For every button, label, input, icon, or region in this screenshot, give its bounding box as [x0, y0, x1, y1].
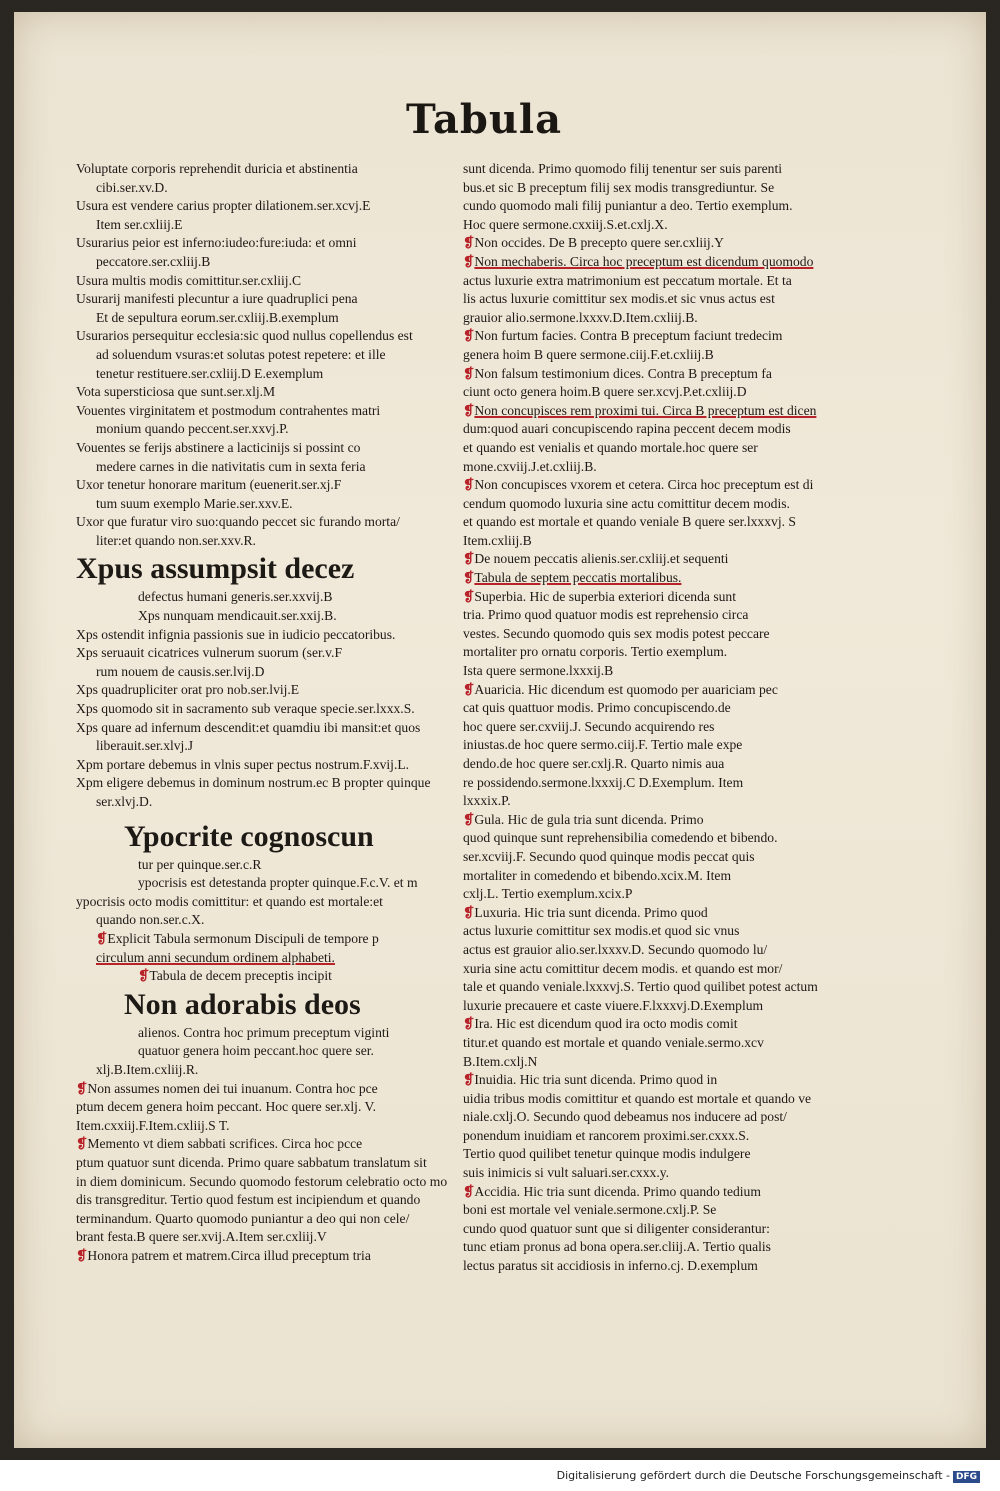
- entry-line: [463, 1015, 843, 1034]
- explicit-line: circulum anni secundum ordinem alphabeti.: [96, 949, 335, 965]
- entry-line: Vota supersticiosa que sunt.ser.xlj.M: [76, 384, 276, 400]
- right-column: [463, 160, 843, 1276]
- entry-text: Luxuria. Hic tria sunt dicenda. Primo quod: [474, 904, 708, 920]
- entry-line: rum nouem de causis.ser.lvij.D: [96, 663, 265, 679]
- incipit-line: [76, 967, 461, 986]
- entry-line: Item ser.cxliij.E: [96, 216, 183, 232]
- entry-line: tur per quinque.ser.c.R: [138, 856, 262, 872]
- entry-line: cundo quod quatuor sunt que si diligenter considerantur:: [463, 1220, 770, 1236]
- entry-text: De nouem peccatis alienis.ser.cxliij.et sequenti: [474, 551, 729, 567]
- entry-text: Non falsum testimonium dices. Contra B preceptum fa: [474, 365, 772, 381]
- pilcrow-icon: ❡: [76, 1080, 88, 1096]
- entry-line: ptum decem genera hoim peccant. Hoc quere ser.xlj. V.: [76, 1099, 376, 1115]
- entry-line: boni est mortale vel veniale.sermone.cxlj.P. Se: [463, 1202, 717, 1218]
- entry-text: Gula. Hic de gula tria sunt dicenda. Primo: [474, 811, 704, 827]
- entry-line: iniustas.de hoc quere sermo.ciij.F. Tertio male expe: [463, 737, 743, 753]
- entry-line: [76, 1135, 461, 1154]
- entry-line: Usurarij manifesti plecuntur a iure quadruplici pena: [76, 291, 358, 307]
- entry-line: tum suum exemplo Marie.ser.xxv.E.: [96, 495, 293, 511]
- entry-line: [463, 402, 843, 421]
- footer-text: Digitalisierung gefördert durch die Deutsche Forschungsgemeinschaft -: [556, 1469, 950, 1482]
- entry-text: Superbia. Hic de superbia exteriori dicenda sunt: [474, 588, 736, 604]
- entry-line: ciunt octo genera hoim.B quere ser.xcvj.P.et.cxliij.D: [463, 384, 747, 400]
- entry-line: Xpm portare debemus in vlnis super pectus nostrum.F.xvij.L.: [76, 756, 410, 772]
- entry-line: ser.xlvj.D.: [96, 794, 153, 809]
- entry-line: ptum quatuor sunt dicenda. Primo quare sabbatum translatum sit: [76, 1154, 427, 1170]
- entry-line: Tertio quod quilibet tenetur quinque modis indulgere: [463, 1146, 751, 1162]
- entry-line: suis inimicis si vult saluari.ser.cxxx.y.: [463, 1165, 670, 1181]
- entry-text: Non concupisces vxorem et cetera. Circa hoc preceptum est di: [474, 477, 814, 493]
- entry-line: Xps nunquam mendicauit.ser.xxij.B.: [138, 608, 337, 624]
- entry-line: ypocrisis octo modis comittitur: et quando est mortale:et: [76, 893, 383, 909]
- entry-line: dis transgreditur. Tertio quod festum est incipiendum et quando: [76, 1192, 421, 1208]
- entry-line: actus est grauior alio.ser.lxxxv.D. Secundo quomodo lu/: [463, 941, 768, 957]
- left-column: [76, 160, 461, 1265]
- entry-line: alienos. Contra hoc primum preceptum viginti: [138, 1024, 390, 1040]
- entry-line: Xps quomodo sit in sacramento sub veraque specie.ser.lxxx.S.: [76, 701, 415, 717]
- entry-line: Usurarius peior est inferno:iudeo:fure:iuda: et omni: [76, 235, 357, 251]
- entry-line: liberauit.ser.xlvj.J: [96, 738, 194, 754]
- entry-line: peccatore.ser.cxliij.B: [96, 253, 211, 269]
- entry-line: [463, 681, 843, 700]
- entry-line: tale et quando veniale.lxxxvj.S. Tertio quod quilibet potest actum: [463, 979, 818, 995]
- entry-line: medere carnes in die nativitatis cum in sexta feria: [96, 458, 366, 474]
- entry-text: Non occides. De B precepto quere ser.cxliij.Y: [474, 235, 724, 251]
- entry-line: niale.cxlj.O. Secundo quod debeamus nos inducere ad post/: [463, 1109, 787, 1125]
- entry-line: cxlj.L. Tertio exemplum.xcix.P: [463, 886, 633, 902]
- entry-text: Non mechaberis. Circa hoc preceptum est dicendum quomodo: [474, 253, 814, 269]
- entry-line: brant festa.B quere ser.xvij.A.Item ser.cxliij.V: [76, 1229, 327, 1245]
- entry-text: Tabula de septem peccatis mortalibus.: [474, 570, 682, 586]
- entry-line: liter:et quando non.ser.xxv.R.: [96, 532, 256, 548]
- entry-line: mortaliter pro ornatu corporis. Tertio exemplum.: [463, 644, 728, 660]
- entry-line: titur.et quando est mortale et quando veniale.sermo.xcv: [463, 1034, 764, 1050]
- entry-line: Hoc quere sermone.cxxiij.S.et.cxlj.X.: [463, 216, 668, 232]
- entry-line: [463, 904, 843, 923]
- section-heading-y: Ypocrite cognoscun: [124, 819, 374, 853]
- entry-line: [463, 811, 843, 830]
- pilcrow-icon: ❡: [463, 811, 475, 827]
- entry-line: ponendum inuidiam et rancorem proximi.ser.cxxx.S.: [463, 1127, 750, 1143]
- pilcrow-icon: ❡: [463, 1072, 475, 1088]
- entry-line: uidia tribus modis comittitur et quando est mortale et quando ve: [463, 1090, 812, 1106]
- entry-line: quando non.ser.c.X.: [96, 912, 205, 928]
- pilcrow-icon: ❡: [96, 930, 108, 946]
- entry-line: [76, 1247, 461, 1266]
- entry-line: [463, 1183, 843, 1202]
- entry-line: Item.cxxiij.F.Item.cxliij.S T.: [76, 1117, 230, 1133]
- entry-line: xuria sine actu comittitur decem modis. et quando est mor/: [463, 960, 783, 976]
- entry-line: terminandum. Quarto quomodo puniantur a deo qui non cele/: [76, 1210, 410, 1226]
- entry-line: B.Item.cxlj.N: [463, 1053, 538, 1069]
- entry-line: [463, 550, 843, 569]
- entry-line: actus luxurie extra matrimonium est peccatum mortale. Et ta: [463, 272, 792, 288]
- entry-text: Honora patrem et matrem.Circa illud preceptum tria: [87, 1247, 371, 1263]
- pilcrow-icon: ❡: [463, 402, 475, 418]
- entry-line: [463, 253, 843, 272]
- entry-line: [463, 569, 843, 588]
- entry-line: [463, 234, 843, 253]
- entry-text: Non furtum facies. Contra B preceptum faciunt tredecim: [474, 328, 783, 344]
- pilcrow-icon: ❡: [463, 681, 475, 697]
- entry-line: Ista quere sermone.lxxxij.B: [463, 663, 614, 679]
- entry-line: Usura est vendere carius propter dilationem.ser.xcvj.E: [76, 198, 371, 214]
- pilcrow-icon: ❡: [463, 588, 475, 604]
- pilcrow-icon: ❡: [463, 253, 475, 269]
- explicit-text: Explicit Tabula sermonum Discipuli de tempore p: [107, 930, 379, 946]
- entry-line: Item.cxliij.B: [463, 532, 532, 548]
- entry-line: Xps quare ad infernum descendit:et quamdiu ibi mansit:et quos: [76, 719, 421, 735]
- pilcrow-icon: ❡: [76, 1136, 88, 1152]
- footer-credit: [420, 1469, 980, 1483]
- entry-text: Non concupisces rem proximi tui. Circa B preceptum est dicen: [474, 402, 817, 418]
- entry-line: tria. Primo quod quatuor modis est reprehensio circa: [463, 607, 749, 623]
- entry-text: Ira. Hic est dicendum quod ira octo modis comit: [474, 1016, 738, 1032]
- entry-text: Auaricia. Hic dicendum est quomodo per auariciam pec: [474, 681, 778, 697]
- pilcrow-icon: ❡: [463, 235, 475, 251]
- entry-line: [463, 365, 843, 384]
- pilcrow-icon: ❡: [76, 1247, 88, 1263]
- entry-line: grauior alio.sermone.lxxxv.D.Item.cxliij.B.: [463, 309, 698, 325]
- entry-line: quod quinque sunt reprehensibilia comedendo et bibendo.: [463, 830, 778, 846]
- entry-line: ypocrisis est detestanda propter quinque.F.c.V. et m: [138, 875, 418, 891]
- entry-line: et quando est venialis et quando mortale.hoc quere ser: [463, 439, 758, 455]
- entry-text: Accidia. Hic tria sunt dicenda. Primo quando tedium: [474, 1183, 761, 1199]
- pilcrow-icon: ❡: [463, 551, 475, 567]
- entry-line: [76, 1080, 461, 1099]
- entry-line: bus.et sic B preceptum filij sex modis transgrediuntur. Se: [463, 179, 775, 195]
- entry-line: defectus humani generis.ser.xxvij.B: [138, 589, 333, 605]
- pilcrow-icon: ❡: [463, 1183, 475, 1199]
- entry-line: ser.xcviij.F. Secundo quod quinque modis peccat quis: [463, 848, 755, 864]
- entry-line: xlj.B.Item.cxliij.R.: [96, 1061, 199, 1077]
- entry-line: Usurarios persequitur ecclesia:sic quod nullus copellendus est: [76, 328, 413, 344]
- entry-line: Xps ostendit infignia passionis sue in iudicio peccatoribus.: [76, 626, 396, 642]
- entry-line: dendo.de hoc quere ser.cxlj.R. Quarto nimis aua: [463, 756, 725, 771]
- entry-line: Vouentes se ferijs abstinere a lacticinijs si possint co: [76, 439, 361, 455]
- entry-line: Voluptate corporis reprehendit duricia et abstinentia: [76, 161, 358, 176]
- entry-line: monium quando peccent.ser.xxvj.P.: [96, 421, 289, 437]
- entry-line: Xps quadrupliciter orat pro nob.ser.lvij.E: [76, 682, 300, 698]
- entry-line: ad soluendum vsuras:et solutas potest repetere: et ille: [96, 346, 386, 362]
- entry-line: vestes. Secundo quomodo quis sex modis potest peccare: [463, 625, 770, 641]
- pilcrow-icon: ❡: [463, 570, 475, 586]
- entry-line: cat quis quattuor modis. Primo concupiscendo.de: [463, 700, 731, 716]
- incipit-text: Tabula de decem preceptis incipit: [149, 968, 332, 984]
- entry-line: et quando est mortale et quando veniale B quere ser.lxxxvj. S: [463, 514, 796, 530]
- entry-line: hoc quere ser.cxviij.J. Secundo acquirendo res: [463, 718, 715, 734]
- entry-line: [463, 588, 843, 607]
- entry-line: cundo quomodo mali filij puniantur a deo. Tertio exemplum.: [463, 198, 793, 214]
- entry-line: mortaliter in comedendo et bibendo.xcix.M. Item: [463, 867, 732, 883]
- pilcrow-icon: ❡: [463, 1016, 475, 1032]
- entry-line: luxurie precauere et caste viuere.F.lxxxvj.D.Exemplum: [463, 997, 764, 1013]
- entry-line: in diem dominicum. Secundo quomodo festorum celebratio octo mo: [76, 1173, 448, 1189]
- entry-text: Memento vt diem sabbati scrifices. Circa hoc pcce: [87, 1136, 363, 1152]
- dfg-logo: DFG: [953, 1471, 980, 1483]
- entry-line: genera hoim B quere sermone.ciij.F.et.cxliij.B: [463, 346, 714, 362]
- entry-line: re possidendo.sermone.lxxxij.C D.Exemplum. Item: [463, 774, 744, 790]
- entry-line: Xps seruauit cicatrices vulnerum suorum (ser.v.F: [76, 645, 343, 661]
- entry-line: tunc etiam pronus ad bona opera.ser.cliij.A. Tertio qualis: [463, 1239, 771, 1255]
- entry-line: cendum quomodo luxuria sine actu comittitur decem modis.: [463, 495, 790, 511]
- section-heading-n: Non adorabis deos: [124, 987, 361, 1021]
- entry-line: Uxor que furatur viro suo:quando peccet sic furando morta/: [76, 514, 400, 530]
- entry-line: sunt dicenda. Primo quomodo filij tenentur ser suis parenti: [463, 161, 783, 176]
- entry-line: Vouentes virginitatem et postmodum contrahentes matri: [76, 402, 381, 418]
- entry-line: Xpm eligere debemus in dominum nostrum.ec B propter quinque: [76, 775, 431, 791]
- entry-line: Et de sepultura eorum.ser.cxliij.B.exemplum: [96, 309, 339, 325]
- pilcrow-icon: ❡: [463, 904, 475, 920]
- pilcrow-icon: ❡: [463, 328, 475, 344]
- entry-line: cibi.ser.xv.D.: [96, 179, 168, 195]
- page-title: Tabula: [406, 96, 563, 143]
- entry-line: [463, 476, 843, 495]
- section-heading-x: Xpus assumpsit decez: [76, 552, 355, 586]
- entry-line: lxxxix.P.: [463, 793, 511, 809]
- entry-text: Inuidia. Hic tria sunt dicenda. Primo quod in: [474, 1072, 718, 1088]
- pilcrow-icon: ❡: [138, 968, 150, 984]
- explicit-line: [76, 930, 461, 949]
- pilcrow-icon: ❡: [463, 365, 475, 381]
- entry-line: quatuor genera hoim peccant.hoc quere ser.: [138, 1043, 374, 1059]
- entry-line: dum:quod auari concupiscendo rapina peccent decem modis: [463, 421, 791, 437]
- entry-line: [463, 1071, 843, 1090]
- entry-line: actus luxurie comittitur sex modis.et quod sic vnus: [463, 923, 740, 939]
- entry-line: [463, 327, 843, 346]
- entry-line: lis actus luxurie comittitur sex modis.et sic vnus actus est: [463, 291, 775, 307]
- entry-line: Usura multis modis comittitur.ser.cxliij.C: [76, 272, 302, 288]
- entry-line: mone.cxviij.J.et.cxliij.B.: [463, 458, 597, 474]
- entry-text: Non assumes nomen dei tui inuanum. Contra hoc pce: [87, 1080, 378, 1096]
- entry-line: lectus paratus sit accidiosis in inferno.cj. D.exemplum: [463, 1258, 758, 1274]
- entry-line: tenetur restituere.ser.cxliij.D E.exemplum: [96, 365, 324, 381]
- pilcrow-icon: ❡: [463, 477, 475, 493]
- entry-line: Uxor tenetur honorare maritum (euenerit.ser.xj.F: [76, 477, 342, 493]
